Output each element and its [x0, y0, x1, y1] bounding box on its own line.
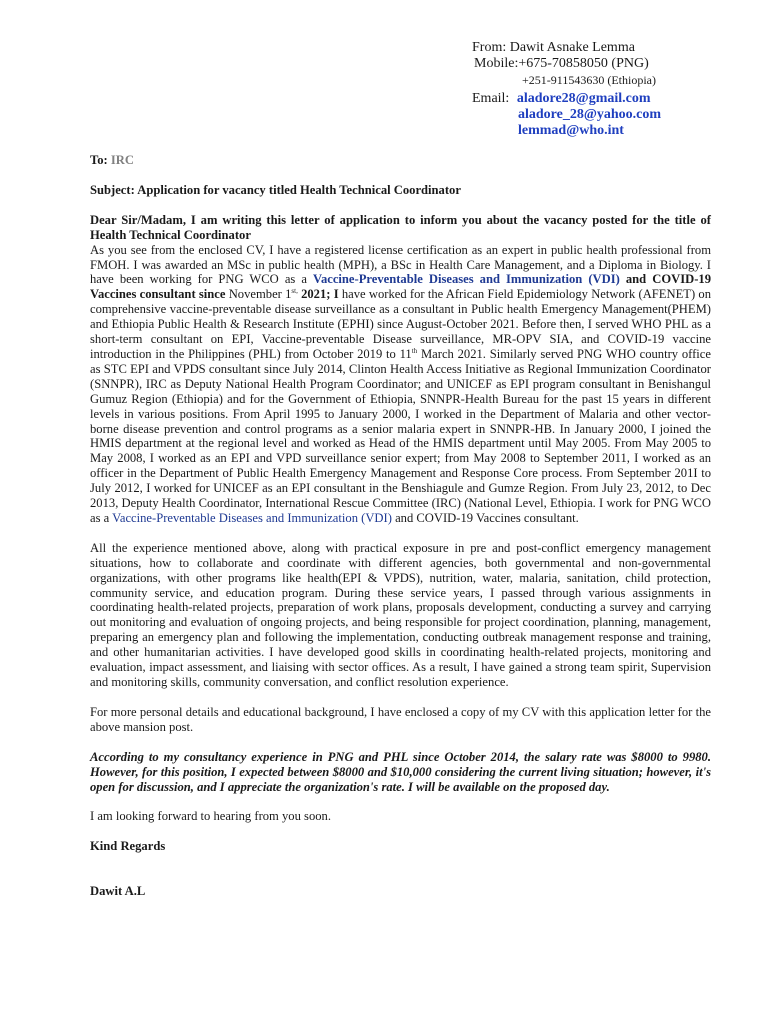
sender-block	[472, 40, 661, 139]
p1-f: March 2021. Similarly served PNG WHO country office as STC EPI and VPDS consultant since July 2014, Clinton Health Access Initiative as Regional Immunization Coordinator (SNNPR), IRC as Deputy National Health Program Coordinator; and UNICEF as EPI program consultant in Benishangul Gumuz Region (Ethiopia) and for the Government of Ethiopia, SNNPR-Health Bureau for the past 15 years in different levels in various positions. From April 1995 to January 2000, I worked in the Department of Malaria and other vector-borne disease prevention and control programs as a senior malaria expert in SNNPR-HB. In January 2000, I joined the HMIS department at the regional level and worked as Head of the HMIS department until May 2005. From May 2005 to May 2008, I worked as an EPI and VPD surveillance senior expert; from May 2008 to September 2011, I worked as an officer in the Department of Public Health Emergency Management and Response Core process. From September 201I to July 2012, I worked for UNICEF as an EPI consultant in the Benshiagule and Gumze Region. From July 23, 2012, to Dec 2013, Deputy Health Coordinator, International Rescue Committee (IRC) (National Level, Ethiopia. I work for PNG WCO as a	[90, 346, 711, 525]
paragraph-skills: All the experience mentioned above, along with practical exposure in pre and post-conflict emergency management situations, how to collaborate and coordinate with different agencies, both governmental and non-governmental organizations, with other programs like health(EPI & VPDS), nutrition, water, malaria, sanitation, child protection, community service, and education program. During these service years, I passed through various assignments in coordinating health-related projects, preparation of work plans, proposals development, conducting a survey and carrying out monitoring and evaluation of ongoing projects, and being responsible for project coordination, planning, management, preparing an emergency plan and following the implementation, conducting outbreak management response and training, and other humanitarian activities. I have developed good skills in coordinating health-related projects, monitoring and evaluation, impact assessment, and liaising with sector offices. As a result, I have gained a strong team spirit, Supervision and monitoring skills, community conversation, and conflict resolution experience.	[90, 540, 711, 689]
sender-name-line	[472, 40, 661, 56]
closing: Kind Regards	[90, 839, 166, 854]
p1-g: and COVID-19 Vaccines consultant.	[391, 510, 579, 525]
email-link-yahoo[interactable]: aladore_28@yahoo.com	[518, 107, 662, 122]
email-link-gmail[interactable]: aladore28@gmail.com	[516, 91, 651, 106]
paragraph-cv: For more personal details and educational background, I have enclosed a copy of my CV with this application letter for the above mansion post.	[90, 704, 711, 734]
p1-d: 2021; I	[297, 287, 339, 302]
mobile-ethiopia: +251-911543630 (Ethiopia)	[522, 73, 656, 87]
letter-body	[90, 153, 711, 899]
recipient-line	[90, 153, 711, 168]
greeting: Dear Sir/Madam, I am writing this letter of application to inform you about the vacancy posted for the title of Health Technical Coordinator	[90, 212, 711, 242]
recipient-value: IRC	[110, 153, 134, 167]
subject-line: Subject: Application for vacancy titled Health Technical Coordinator	[90, 182, 461, 197]
mobile-label: Mobile:	[474, 56, 519, 71]
email-link-who[interactable]: lemmad@who.int	[518, 123, 624, 138]
signature: Dawit A.L	[90, 884, 146, 899]
paragraph-closing-remark: I am looking forward to hearing from you soon.	[90, 809, 331, 824]
vdi-link-2: Vaccine-Preventable Diseases and Immunization (VDI)	[112, 510, 392, 525]
sender-name: Dawit Asnake Lemma	[509, 40, 635, 55]
paragraph-salary: According to my consultancy experience in PNG and PHL since October 2014, the salary rate was $8000 to 9980. However, for this position, I expected between $8000 and $10,000 considering the current living situation; however, it's open for discussion, and I appreciate the organization's rate. I will be available on the proposed day.	[90, 749, 711, 794]
p1-c: November 1	[225, 287, 292, 302]
mobile-png: +675-70858050 (PNG)	[518, 56, 649, 71]
email-line	[472, 91, 661, 107]
email-label: Email:	[472, 91, 510, 106]
p1-b: and COVID-19 Vaccines consultant since	[90, 272, 711, 302]
paragraph-experience	[90, 243, 711, 526]
p1-sup1: st,	[291, 287, 298, 296]
p1-sup2: th	[411, 346, 418, 355]
p1-e: have worked for the African Field Epidemiology Network (AFENET) on comprehensive vaccine-preventable disease surveillance as a consultant in Public health Emergency Management(PHEM) and Ethiopia Public Health & Research Institute (EPHI) since August-October 2021. Before then, I served WHO PHL as a short-term consultant on EPI, Vaccine-preventable Disease surveillance, MR-OPV SIA, and COVID-19 vaccine introduction in the Philippines (PHL) from October 2019 to 11	[90, 287, 711, 361]
from-label: From:	[472, 40, 507, 55]
p1-a: As you see from the enclosed CV, I have a registered license certification as an expert in public health professional from FMOH. I was awarded an MSc in public health (MPH), a BSc in Health Care Management, and a Diploma in Biology. I have been working for PNG WCO as a	[90, 242, 711, 287]
mobile-line	[472, 56, 661, 72]
to-label: To:	[90, 153, 108, 167]
vdi-link: Vaccine-Preventable Diseases and Immunization (VDI)	[313, 272, 620, 287]
